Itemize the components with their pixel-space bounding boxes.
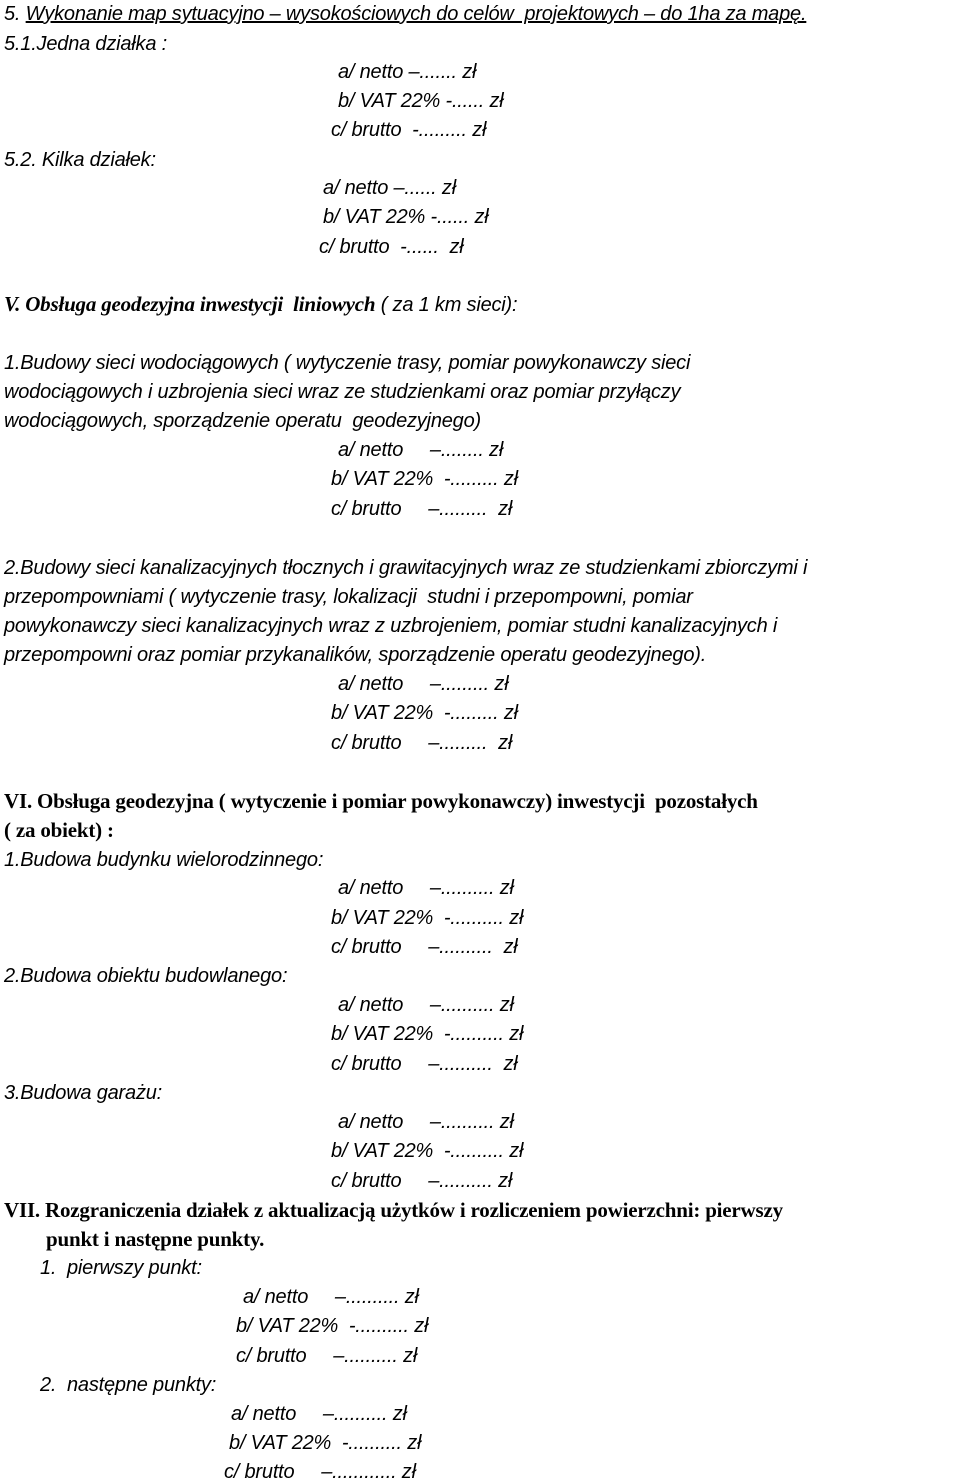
section5-sub1-netto: a/ netto –....... zł [338, 61, 477, 83]
section-v-item1-vat: b/ VAT 22% -......... zł [331, 468, 518, 490]
section5-heading-number: 5. [4, 3, 26, 25]
section-v-item2-line3: powykonawczy sieci kanalizacyjnych wraz z uzbrojeniem, pomiar studni kanalizacyjnych i [4, 615, 778, 637]
section-vii-heading-line1: VII. Rozgraniczenia działek z aktualizacją użytków i rozliczeniem powierzchni: pierwszy [4, 1198, 783, 1222]
section-vi-item2-brutto: c/ brutto –.......... zł [331, 1053, 518, 1075]
section-v-item2-netto: a/ netto –......... zł [338, 673, 509, 695]
section5-sub1-label: 5.1.Jedna działka : [4, 33, 167, 55]
section5-sub2-netto: a/ netto –...... zł [323, 177, 456, 199]
section-vi-item2-netto: a/ netto –.......... zł [338, 994, 514, 1016]
section-vi-item3-label: 3.Budowa garażu: [4, 1082, 163, 1104]
section-vi-item2-vat: b/ VAT 22% -.......... zł [331, 1023, 524, 1045]
section-vi-heading-line1: VI. Obsługa geodezyjna ( wytyczenie i pomiar powykonawczy) inwestycji pozostałych [4, 789, 758, 813]
section5-heading [4, 2, 806, 26]
section-vi-item1-brutto: c/ brutto –.......... zł [331, 936, 518, 958]
section-vi-item2-label: 2.Budowa obiektu budowlanego: [4, 965, 288, 987]
section-vii-heading-line2: punkt i następne punkty. [46, 1227, 265, 1251]
section5-sub2-vat: b/ VAT 22% -...... zł [323, 206, 489, 228]
section-v-item2-vat: b/ VAT 22% -......... zł [331, 702, 518, 724]
section-vi-item3-vat: b/ VAT 22% -.......... zł [331, 1140, 524, 1162]
section5-sub2-label: 5.2. Kilka działek: [4, 149, 156, 171]
section-vii-item1-label: 1. pierwszy punkt: [40, 1257, 202, 1279]
section-v-item1-line2: wodociągowych i uzbrojenia sieci wraz ze studzienkami oraz pomiar przyłączy [4, 381, 681, 403]
section-vi-item1-label: 1.Budowa budynku wielorodzinnego: [4, 849, 324, 871]
section-v-item1-netto: a/ netto –........ zł [338, 439, 504, 461]
section-v-heading-bold: V. Obsługa geodezyjna inwestycji liniowych [4, 292, 376, 316]
section-vii-item1-netto: a/ netto –.......... zł [243, 1286, 419, 1308]
section-v-item2-line2: przepompowniami ( wytyczenie trasy, lokalizacji studni i przepompowni, pomiar [4, 586, 693, 608]
section-vii-item1-vat: b/ VAT 22% -.......... zł [236, 1315, 429, 1337]
section-vii-item2-brutto: c/ brutto –............ zł [224, 1461, 416, 1483]
section-v-item1-line3: wodociągowych, sporządzenie operatu geodezyjnego) [4, 410, 481, 432]
section-vii-item2-label: 2. następne punkty: [40, 1374, 217, 1396]
section-vii-item2-netto: a/ netto –.......... zł [231, 1403, 407, 1425]
section5-sub2-brutto: c/ brutto -...... zł [319, 236, 464, 258]
section-v-item2-brutto: c/ brutto –......... zł [331, 732, 513, 754]
section-vi-item3-brutto: c/ brutto –.......... zł [331, 1170, 513, 1192]
section-vi-item1-netto: a/ netto –.......... zł [338, 877, 514, 899]
section-v-item2-line4: przepompowni oraz pomiar przykanalików, sporządzenie operatu geodezyjnego). [4, 644, 707, 666]
section-v-heading [4, 292, 517, 317]
section-v-item1-brutto: c/ brutto –......... zł [331, 498, 513, 520]
section5-heading-text: Wykonanie map sytuacyjno – wysokościowych do celów projektowych – do 1ha za mapę. [25, 3, 807, 25]
section-v-item1-line1: 1.Budowy sieci wodociągowych ( wytyczenie trasy, pomiar powykonawczy sieci [4, 352, 691, 374]
section-vii-item1-brutto: c/ brutto –.......... zł [236, 1345, 418, 1367]
section-vi-heading-line2: ( za obiekt) : [4, 818, 114, 842]
section-vi-item3-netto: a/ netto –.......... zł [338, 1111, 514, 1133]
section5-sub1-vat: b/ VAT 22% -...... zł [338, 90, 504, 112]
section5-sub1-brutto: c/ brutto -......... zł [331, 119, 487, 141]
section-vi-item1-vat: b/ VAT 22% -.......... zł [331, 907, 524, 929]
section-v-heading-rest: ( za 1 km sieci): [375, 294, 518, 316]
section-vii-item2-vat: b/ VAT 22% -.......... zł [229, 1432, 422, 1454]
section-v-item2-line1: 2.Budowy sieci kanalizacyjnych tłocznych i grawitacyjnych wraz ze studzienkami zbiorczymi i [4, 557, 808, 579]
